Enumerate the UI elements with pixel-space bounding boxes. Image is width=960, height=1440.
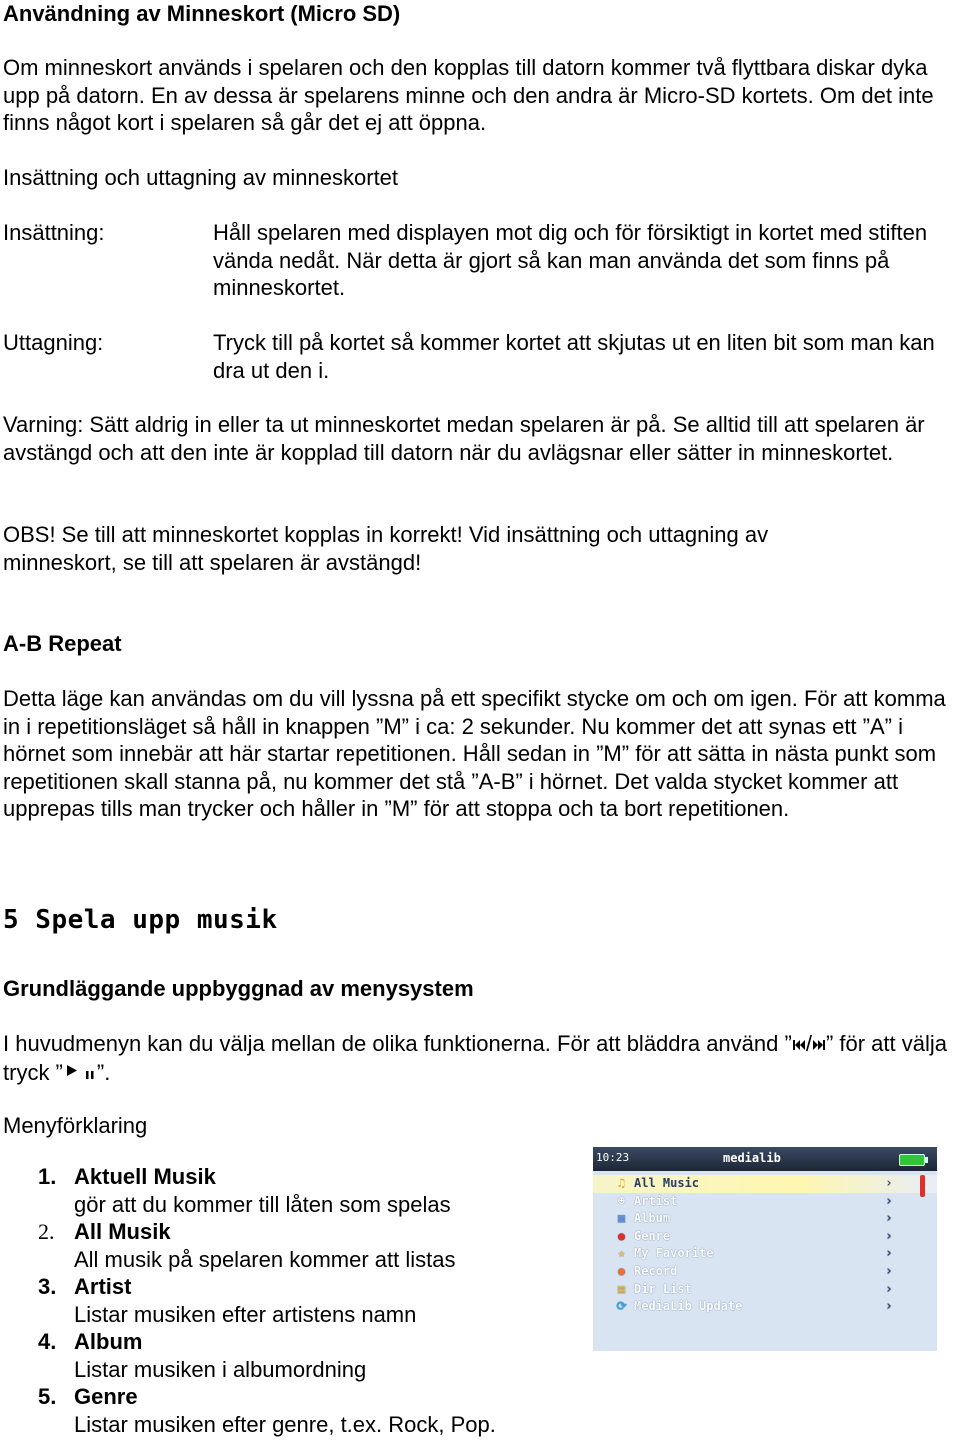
list-item-number: 1.	[38, 1164, 57, 1189]
play-music-heading: 5 Spela upp musik	[3, 905, 278, 935]
chevron-right-icon: ›	[885, 1263, 893, 1279]
list-item-description: gör att du kommer till låten som spelas	[74, 1191, 451, 1217]
nav-separator: /	[805, 1031, 812, 1056]
remove-label: Uttagning:	[3, 330, 104, 355]
list-item-description: Listar musiken efter genre, t.ex. Rock, Pop.	[74, 1411, 496, 1437]
list-item-number: 4.	[38, 1329, 57, 1354]
record-icon: ◉	[617, 1263, 626, 1278]
remove-text: Tryck till på kortet så kommer kortet att skjutas ut en liten bit som man kan dra ut den i.	[213, 330, 935, 383]
device-time: 10:23	[596, 1151, 630, 1164]
chevron-right-icon: ›	[885, 1193, 893, 1209]
list-item-title: Artist	[74, 1274, 132, 1299]
nav-instructions	[3, 1030, 958, 1088]
memory-card-heading: Användning av Minneskort (Micro SD)	[3, 1, 401, 26]
star-icon: ★	[617, 1246, 626, 1261]
music-note-icon: ♫	[617, 1176, 626, 1190]
list-item-number: 3.	[38, 1274, 57, 1299]
person-icon: ☻	[617, 1193, 626, 1208]
device-menu-item[interactable]	[593, 1193, 937, 1211]
ab-repeat-text: Detta läge kan användas om du vill lyssna på ett specifikt stycke om och om igen. För att komma in i repetitionsläget så håll in knappen ”M” i ca: 2 sekunder. Nu kommer det att synas ett ”A” i hörnet som innebär att här startar repetitionen. Håll sedan in ”M” för att sätta in nästa punkt som repetitionen skall stanna på, nu kommer det stå ”A-B” i hörnet. Det valda stycket kommer att upprepas tills man trycker och håller in ”M” för att stoppa och ta bort repetitionen.	[3, 686, 946, 821]
device-menu-item-label: Album	[634, 1211, 671, 1226]
list-item	[38, 1218, 578, 1273]
nav-text-2: ” för att välja tryck ”	[3, 1031, 947, 1085]
list-item	[38, 1273, 578, 1328]
battery-icon	[899, 1154, 925, 1166]
album-icon: ▣	[617, 1211, 626, 1226]
device-screen-title: medialib	[723, 1151, 781, 1165]
list-item	[38, 1383, 578, 1438]
device-menu	[593, 1175, 937, 1316]
list-item	[38, 1328, 578, 1383]
device-status-bar	[593, 1147, 937, 1171]
device-menu-item[interactable]	[593, 1245, 937, 1263]
chevron-right-icon: ›	[885, 1299, 893, 1315]
device-menu-item[interactable]	[593, 1263, 937, 1281]
next-track-icon	[812, 1031, 826, 1059]
device-menu-item[interactable]	[593, 1210, 937, 1228]
list-item-title: All Musik	[74, 1219, 171, 1244]
list-item-description: All musik på spelaren kommer att listas	[74, 1246, 456, 1272]
device-menu-item-label: My Favorite	[634, 1246, 714, 1261]
list-item-title: Aktuell Musik	[74, 1164, 216, 1189]
nav-text-3: ”.	[96, 1059, 111, 1085]
medialib-screenshot	[593, 1147, 937, 1351]
chevron-right-icon: ›	[885, 1211, 893, 1227]
device-menu-item-label: MediaLib Update	[634, 1299, 743, 1314]
device-menu-item[interactable]	[593, 1298, 937, 1316]
list-item-title: Album	[74, 1329, 143, 1354]
chevron-right-icon: ›	[885, 1176, 893, 1191]
list-item-description: Listar musiken efter artistens namn	[74, 1301, 417, 1327]
obs-text: OBS! Se till att minneskortet kopplas in korrekt! Vid insättning och uttagning av minneskort, se till att spelaren är avstängd!	[3, 522, 769, 575]
menu-explanation-list	[38, 1163, 578, 1438]
device-menu-item[interactable]	[593, 1175, 937, 1193]
list-item-title: Genre	[74, 1384, 138, 1409]
ab-repeat-heading: A-B Repeat	[3, 631, 122, 656]
insert-text: Håll spelaren med displayen mot dig och för försiktigt in kortet med stiften vända nedåt. När detta är gjort så kan man använda det som finns på minneskortet.	[213, 220, 928, 300]
genre-icon: ●	[617, 1228, 626, 1243]
play-pause-icon	[63, 1060, 97, 1088]
menu-explanation-label: Menyförklaring	[3, 1113, 148, 1138]
chevron-right-icon: ›	[885, 1281, 893, 1297]
device-menu-item[interactable]	[593, 1228, 937, 1246]
device-menu-item-label: Artist	[634, 1193, 678, 1208]
list-item	[38, 1163, 578, 1218]
insert-label: Insättning:	[3, 220, 105, 245]
nav-text-1: I huvudmenyn kan du välja mellan de olika funktionerna. För att bläddra använd ”	[3, 1031, 792, 1056]
chevron-right-icon: ›	[885, 1228, 893, 1244]
folder-icon: ▤	[617, 1281, 626, 1296]
menu-system-subheading: Grundläggande uppbyggnad av menysystem	[3, 976, 474, 1001]
device-menu-item-label: Record	[634, 1263, 678, 1278]
list-item-number: 2.	[38, 1219, 55, 1244]
device-menu-item[interactable]	[593, 1281, 937, 1299]
device-menu-item-label: All Music	[634, 1176, 700, 1190]
memory-card-intro: Om minneskort används i spelaren och den kopplas till datorn kommer två flyttbara diskar dyka upp på datorn. En av dessa är spelarens minne och den andra är Micro-SD kortets. Om det inte finns något kort i spelaren så går det ej att öppna.	[3, 55, 934, 135]
insert-remove-subheading: Insättning och uttagning av minneskortet	[3, 165, 399, 190]
list-item-description: Listar musiken i albumordning	[74, 1356, 367, 1382]
device-menu-item-label: Dir List	[634, 1281, 692, 1296]
list-item-number: 5.	[38, 1384, 57, 1409]
previous-track-icon	[792, 1031, 806, 1059]
scrollbar-indicator	[920, 1175, 925, 1197]
device-menu-item-label: Genre	[634, 1228, 671, 1243]
refresh-icon: ⟳	[616, 1299, 627, 1314]
chevron-right-icon: ›	[885, 1246, 893, 1262]
warning-text: Varning: Sätt aldrig in eller ta ut minneskortet medan spelaren är på. Se alltid till att spelaren är avstängd och att den inte är kopplad till datorn när du avlägsnar eller sätter in minneskortet.	[3, 412, 925, 465]
